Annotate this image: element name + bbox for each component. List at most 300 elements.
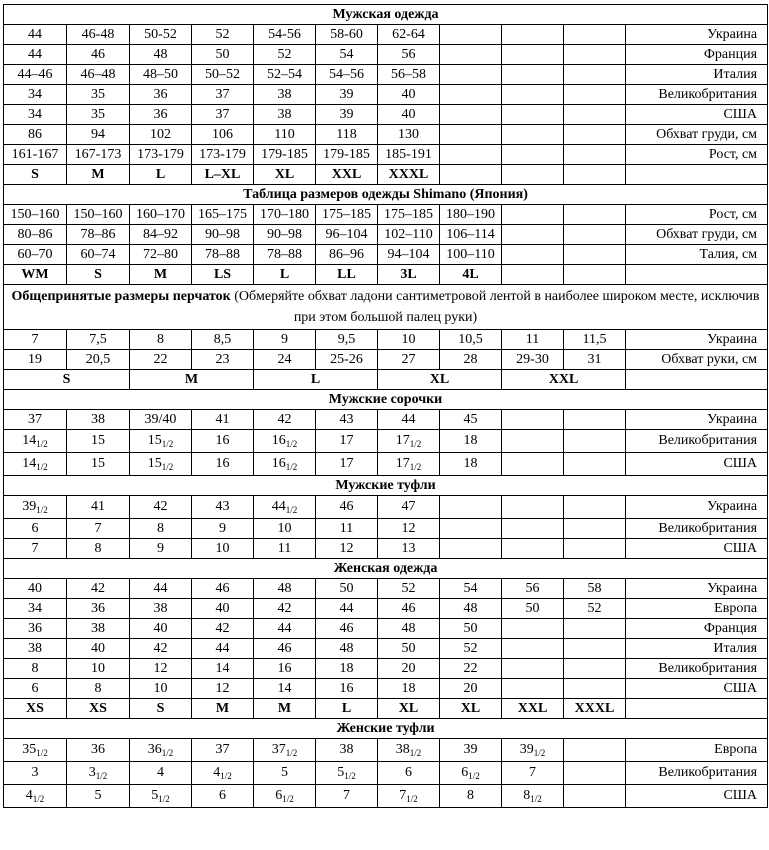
section-title-cell bbox=[4, 5, 768, 25]
size-cell: 106 bbox=[192, 125, 254, 145]
size-cell: M bbox=[130, 265, 192, 285]
size-cell: 5 bbox=[67, 785, 130, 808]
size-cell: 34 bbox=[4, 105, 67, 125]
size-cell: XL bbox=[254, 165, 316, 185]
table-row bbox=[4, 85, 768, 105]
size-fraction: 1/2 bbox=[36, 439, 48, 449]
size-cell: 6 bbox=[4, 519, 67, 539]
size-cell: 110 bbox=[254, 125, 316, 145]
size-cell bbox=[254, 785, 316, 808]
table-row bbox=[4, 25, 768, 45]
size-cell: 24 bbox=[254, 350, 316, 370]
size-cell: 48–50 bbox=[130, 65, 192, 85]
size-cell: 11 bbox=[254, 539, 316, 559]
size-cell bbox=[502, 45, 564, 65]
size-cell: 46 bbox=[254, 639, 316, 659]
row-label: Рост, см bbox=[626, 145, 768, 165]
row-label: Великобритания bbox=[626, 659, 768, 679]
row-label: Франция bbox=[626, 619, 768, 639]
size-cell bbox=[440, 45, 502, 65]
glove-size-cell: XL bbox=[378, 370, 502, 390]
size-cell: 7 bbox=[4, 539, 67, 559]
size-cell: 46-48 bbox=[67, 25, 130, 45]
section-title: Мужская одежда bbox=[332, 6, 439, 22]
size-fraction: 1/2 bbox=[409, 439, 422, 449]
size-cell bbox=[502, 639, 564, 659]
size-whole: 4 bbox=[25, 788, 33, 803]
size-cell: LL bbox=[316, 265, 378, 285]
size-cell bbox=[502, 165, 564, 185]
size-cell: 90–98 bbox=[254, 225, 316, 245]
section-header-row bbox=[4, 390, 768, 410]
size-cell: 42 bbox=[254, 410, 316, 430]
section-header-row bbox=[4, 5, 768, 25]
size-cell: XL bbox=[378, 699, 440, 719]
size-cell: 94–104 bbox=[378, 245, 440, 265]
size-cell bbox=[564, 519, 626, 539]
size-cell: 17 bbox=[316, 453, 378, 476]
size-whole: 4 bbox=[213, 765, 221, 780]
size-fraction: 1/2 bbox=[285, 439, 298, 449]
size-cell bbox=[440, 85, 502, 105]
size-whole: 44 bbox=[271, 499, 286, 514]
size-cell bbox=[564, 679, 626, 699]
size-cell bbox=[440, 25, 502, 45]
size-cell: 180–190 bbox=[440, 205, 502, 225]
size-cell: 8 bbox=[440, 785, 502, 808]
size-cell: 56 bbox=[378, 45, 440, 65]
size-cell bbox=[67, 762, 130, 785]
size-cell bbox=[502, 105, 564, 125]
row-label: Европа bbox=[626, 599, 768, 619]
size-cell: 94 bbox=[67, 125, 130, 145]
size-cell: 36 bbox=[67, 599, 130, 619]
size-cell: 86 bbox=[4, 125, 67, 145]
size-whole: 35 bbox=[22, 742, 37, 757]
size-cell: 40 bbox=[378, 105, 440, 125]
size-cell: 179-185 bbox=[316, 145, 378, 165]
size-fraction: 1/2 bbox=[161, 462, 174, 472]
size-cell bbox=[254, 739, 316, 762]
size-cell: 35 bbox=[67, 85, 130, 105]
size-cell bbox=[4, 430, 67, 453]
table-row bbox=[4, 245, 768, 265]
size-cell: 22 bbox=[130, 350, 192, 370]
size-cell: 8 bbox=[67, 679, 130, 699]
size-whole: 7 bbox=[399, 788, 407, 803]
size-cell bbox=[564, 265, 626, 285]
size-cell: 31 bbox=[564, 350, 626, 370]
size-cell bbox=[440, 519, 502, 539]
size-cell bbox=[502, 619, 564, 639]
size-cell bbox=[502, 453, 564, 476]
size-cell bbox=[564, 739, 626, 762]
size-cell: 102 bbox=[130, 125, 192, 145]
table-row bbox=[4, 496, 768, 519]
size-cell: 37 bbox=[4, 410, 67, 430]
size-cell: XXXL bbox=[564, 699, 626, 719]
size-cell: 37 bbox=[192, 85, 254, 105]
row-label: Украина bbox=[626, 496, 768, 519]
size-cell: 38 bbox=[316, 739, 378, 762]
size-cell bbox=[440, 165, 502, 185]
section-title-cell bbox=[4, 719, 768, 739]
size-cell: 8 bbox=[67, 539, 130, 559]
size-cell: 52–54 bbox=[254, 65, 316, 85]
size-fraction: 1/2 bbox=[32, 794, 45, 804]
size-cell: 9 bbox=[254, 330, 316, 350]
size-fraction: 1/2 bbox=[409, 462, 422, 472]
size-cell: 45 bbox=[440, 410, 502, 430]
size-cell: 40 bbox=[192, 599, 254, 619]
row-label: Украина bbox=[626, 25, 768, 45]
size-cell: 60–70 bbox=[4, 245, 67, 265]
size-cell: 90–98 bbox=[192, 225, 254, 245]
size-cell: 52 bbox=[254, 45, 316, 65]
size-fraction: 1/2 bbox=[161, 748, 174, 758]
size-cell: 14 bbox=[192, 659, 254, 679]
size-cell: 150–160 bbox=[67, 205, 130, 225]
size-cell: 175–185 bbox=[316, 205, 378, 225]
size-cell bbox=[564, 619, 626, 639]
size-whole: 17 bbox=[395, 456, 410, 471]
size-fraction: 1/2 bbox=[409, 748, 422, 758]
size-cell bbox=[502, 519, 564, 539]
size-cell: 4 bbox=[130, 762, 192, 785]
size-cell: 54 bbox=[316, 45, 378, 65]
size-cell: 10,5 bbox=[440, 330, 502, 350]
table-row bbox=[4, 265, 768, 285]
size-cell bbox=[192, 762, 254, 785]
size-cell bbox=[502, 225, 564, 245]
size-cell: 34 bbox=[4, 85, 67, 105]
size-cell: 54–56 bbox=[316, 65, 378, 85]
size-cell: 36 bbox=[67, 739, 130, 762]
size-cell: 50 bbox=[378, 639, 440, 659]
size-cell: M bbox=[254, 699, 316, 719]
size-whole: 8 bbox=[523, 788, 531, 803]
row-label bbox=[626, 370, 768, 390]
size-fraction: 1/2 bbox=[161, 439, 174, 449]
size-cell: 44 bbox=[4, 25, 67, 45]
size-cell bbox=[4, 785, 67, 808]
row-label: Великобритания bbox=[626, 762, 768, 785]
size-cell bbox=[502, 410, 564, 430]
size-cell bbox=[254, 430, 316, 453]
row-label: Франция bbox=[626, 45, 768, 65]
size-cell: 11 bbox=[316, 519, 378, 539]
size-cell: 9,5 bbox=[316, 330, 378, 350]
size-cell: 36 bbox=[130, 105, 192, 125]
size-cell: 60–74 bbox=[67, 245, 130, 265]
size-whole: 17 bbox=[395, 433, 410, 448]
size-cell: 52 bbox=[564, 599, 626, 619]
row-label: США bbox=[626, 785, 768, 808]
size-cell: 160–170 bbox=[130, 205, 192, 225]
size-cell: 78–88 bbox=[254, 245, 316, 265]
size-cell: 29-30 bbox=[502, 350, 564, 370]
size-cell: 39/40 bbox=[130, 410, 192, 430]
size-cell: 11,5 bbox=[564, 330, 626, 350]
size-cell bbox=[502, 785, 564, 808]
row-label: США bbox=[626, 105, 768, 125]
row-label: Великобритания bbox=[626, 85, 768, 105]
table-row bbox=[4, 599, 768, 619]
size-whole: 5 bbox=[151, 788, 159, 803]
size-cell bbox=[502, 679, 564, 699]
row-label: Великобритания bbox=[626, 430, 768, 453]
size-cell: 41 bbox=[67, 496, 130, 519]
size-cell: 48 bbox=[316, 639, 378, 659]
size-cell: 40 bbox=[67, 639, 130, 659]
size-cell bbox=[130, 739, 192, 762]
table-row bbox=[4, 453, 768, 476]
size-cell: 48 bbox=[254, 579, 316, 599]
section-header-row bbox=[4, 559, 768, 579]
size-cell bbox=[564, 145, 626, 165]
row-label: Украина bbox=[626, 579, 768, 599]
size-cell bbox=[440, 539, 502, 559]
size-cell: 52 bbox=[192, 25, 254, 45]
size-cell: 38 bbox=[254, 85, 316, 105]
size-cell: 96–104 bbox=[316, 225, 378, 245]
section-title: Мужские сорочки bbox=[328, 391, 443, 407]
size-cell: XXXL bbox=[378, 165, 440, 185]
size-cell: 50-52 bbox=[130, 25, 192, 45]
size-cell: L bbox=[316, 699, 378, 719]
size-cell: XXL bbox=[316, 165, 378, 185]
size-cell: 173-179 bbox=[130, 145, 192, 165]
size-fraction: 1/2 bbox=[36, 748, 48, 758]
size-cell: 54 bbox=[440, 579, 502, 599]
glove-size-row bbox=[4, 370, 768, 390]
table-row bbox=[4, 205, 768, 225]
size-cell: L–XL bbox=[192, 165, 254, 185]
size-cell: 19 bbox=[4, 350, 67, 370]
size-cell: 6 bbox=[4, 679, 67, 699]
size-cell: 12 bbox=[316, 539, 378, 559]
section-title: Женская одежда bbox=[333, 560, 438, 576]
size-cell: 78–88 bbox=[192, 245, 254, 265]
section-title: Мужские туфли bbox=[335, 477, 436, 493]
row-label: США bbox=[626, 539, 768, 559]
size-cell: 46 bbox=[316, 496, 378, 519]
size-cell: 27 bbox=[378, 350, 440, 370]
section-title: Таблица размеров одежды Shimano (Япония) bbox=[243, 186, 528, 202]
section-title: Общепринятые размеры перчаток bbox=[11, 289, 231, 304]
size-cell: 5 bbox=[254, 762, 316, 785]
size-cell bbox=[254, 453, 316, 476]
size-cell: 34 bbox=[4, 599, 67, 619]
size-fraction: 1/2 bbox=[158, 794, 170, 804]
size-cell: 42 bbox=[130, 496, 192, 519]
size-cell bbox=[564, 105, 626, 125]
size-cell: XS bbox=[67, 699, 130, 719]
size-cell: 17 bbox=[316, 430, 378, 453]
size-cell: 102–110 bbox=[378, 225, 440, 245]
size-cell: 15 bbox=[67, 453, 130, 476]
size-cell: 18 bbox=[316, 659, 378, 679]
size-cell bbox=[254, 496, 316, 519]
size-cell: 20 bbox=[440, 679, 502, 699]
section-title-cell bbox=[4, 559, 768, 579]
size-fraction: 1/2 bbox=[285, 748, 298, 758]
section-title-cell bbox=[4, 285, 768, 330]
table-row bbox=[4, 539, 768, 559]
size-cell bbox=[502, 245, 564, 265]
size-cell bbox=[4, 739, 67, 762]
size-cell bbox=[130, 453, 192, 476]
table-row bbox=[4, 145, 768, 165]
table-row bbox=[4, 225, 768, 245]
size-cell: 50–52 bbox=[192, 65, 254, 85]
size-cell: 7 bbox=[316, 785, 378, 808]
size-cell bbox=[378, 739, 440, 762]
size-fraction: 1/2 bbox=[533, 748, 546, 758]
size-cell bbox=[564, 496, 626, 519]
table-row bbox=[4, 45, 768, 65]
size-cell: 44 bbox=[130, 579, 192, 599]
table-row bbox=[4, 699, 768, 719]
size-cell: 52 bbox=[378, 579, 440, 599]
table-row bbox=[4, 519, 768, 539]
size-cell: 38 bbox=[4, 639, 67, 659]
size-cell: 175–185 bbox=[378, 205, 440, 225]
size-cell: WM bbox=[4, 265, 67, 285]
size-cell bbox=[502, 85, 564, 105]
row-label bbox=[626, 165, 768, 185]
size-cell: 58-60 bbox=[316, 25, 378, 45]
section-header-row bbox=[4, 719, 768, 739]
size-cell bbox=[564, 430, 626, 453]
section-title: Женские туфли bbox=[336, 720, 435, 736]
size-cell: 39 bbox=[440, 739, 502, 762]
size-cell bbox=[564, 45, 626, 65]
section-note: (Обмеряйте обхват ладони сантиметровой лентой в наиболее широком месте, исключив при этом большой палец руки) bbox=[230, 289, 760, 325]
size-cell bbox=[440, 65, 502, 85]
size-chart-body bbox=[4, 5, 768, 808]
size-cell bbox=[564, 25, 626, 45]
size-cell: 7 bbox=[67, 519, 130, 539]
size-cell bbox=[502, 25, 564, 45]
size-cell: 80–86 bbox=[4, 225, 67, 245]
size-cell bbox=[502, 65, 564, 85]
size-cell: 16 bbox=[192, 430, 254, 453]
size-cell: 50 bbox=[440, 619, 502, 639]
size-cell: 8 bbox=[130, 519, 192, 539]
section-title-cell bbox=[4, 185, 768, 205]
size-cell: 130 bbox=[378, 125, 440, 145]
size-cell: 84–92 bbox=[130, 225, 192, 245]
size-cell bbox=[564, 785, 626, 808]
size-whole: 6 bbox=[275, 788, 283, 803]
size-cell: 36 bbox=[4, 619, 67, 639]
size-cell: 14 bbox=[254, 679, 316, 699]
size-cell: 46 bbox=[316, 619, 378, 639]
size-cell: 12 bbox=[130, 659, 192, 679]
size-cell: 40 bbox=[130, 619, 192, 639]
size-cell: 39 bbox=[316, 105, 378, 125]
size-cell: LS bbox=[192, 265, 254, 285]
size-cell: 56 bbox=[502, 579, 564, 599]
row-label: Обхват груди, см bbox=[626, 125, 768, 145]
size-cell: 8,5 bbox=[192, 330, 254, 350]
size-cell: 44 bbox=[378, 410, 440, 430]
size-cell: 44 bbox=[254, 619, 316, 639]
section-header-row bbox=[4, 185, 768, 205]
size-cell: 38 bbox=[254, 105, 316, 125]
size-cell: 54-56 bbox=[254, 25, 316, 45]
size-whole: 5 bbox=[337, 765, 345, 780]
row-label: Европа bbox=[626, 739, 768, 762]
size-cell: 44 bbox=[192, 639, 254, 659]
size-cell: 161-167 bbox=[4, 145, 67, 165]
size-cell: 3L bbox=[378, 265, 440, 285]
row-label: Италия bbox=[626, 639, 768, 659]
size-cell: 16 bbox=[192, 453, 254, 476]
size-cell: 8 bbox=[4, 659, 67, 679]
size-cell: 100–110 bbox=[440, 245, 502, 265]
table-row bbox=[4, 350, 768, 370]
size-cell bbox=[440, 762, 502, 785]
size-cell: 22 bbox=[440, 659, 502, 679]
size-cell: 38 bbox=[130, 599, 192, 619]
table-row bbox=[4, 785, 768, 808]
size-fraction: 1/2 bbox=[36, 505, 48, 515]
glove-size-cell: XXL bbox=[502, 370, 626, 390]
size-whole: 15 bbox=[147, 456, 162, 471]
size-cell bbox=[502, 125, 564, 145]
size-cell: 42 bbox=[67, 579, 130, 599]
section-header-row bbox=[4, 476, 768, 496]
row-label: Обхват руки, см bbox=[626, 350, 768, 370]
size-cell bbox=[564, 65, 626, 85]
size-cell: M bbox=[67, 165, 130, 185]
size-cell: 10 bbox=[67, 659, 130, 679]
table-row bbox=[4, 679, 768, 699]
size-cell: M bbox=[192, 699, 254, 719]
table-row bbox=[4, 105, 768, 125]
size-cell bbox=[502, 145, 564, 165]
size-cell: XS bbox=[4, 699, 67, 719]
row-label bbox=[626, 699, 768, 719]
size-cell bbox=[502, 539, 564, 559]
size-cell: 72–80 bbox=[130, 245, 192, 265]
row-label: Обхват груди, см bbox=[626, 225, 768, 245]
size-cell: 42 bbox=[130, 639, 192, 659]
table-row bbox=[4, 579, 768, 599]
size-cell bbox=[440, 125, 502, 145]
size-cell bbox=[440, 496, 502, 519]
size-cell bbox=[378, 785, 440, 808]
size-cell: 9 bbox=[130, 539, 192, 559]
size-cell: 52 bbox=[440, 639, 502, 659]
size-cell: 4L bbox=[440, 265, 502, 285]
size-cell: 13 bbox=[378, 539, 440, 559]
glove-size-cell: M bbox=[130, 370, 254, 390]
size-cell: 48 bbox=[378, 619, 440, 639]
size-fraction: 1/2 bbox=[36, 462, 48, 472]
size-cell: 36 bbox=[130, 85, 192, 105]
row-label: Рост, см bbox=[626, 205, 768, 225]
size-cell: 7,5 bbox=[67, 330, 130, 350]
size-cell bbox=[378, 453, 440, 476]
size-cell bbox=[564, 125, 626, 145]
row-label: Талия, см bbox=[626, 245, 768, 265]
row-label: Италия bbox=[626, 65, 768, 85]
size-cell: 16 bbox=[254, 659, 316, 679]
size-cell: 150–160 bbox=[4, 205, 67, 225]
